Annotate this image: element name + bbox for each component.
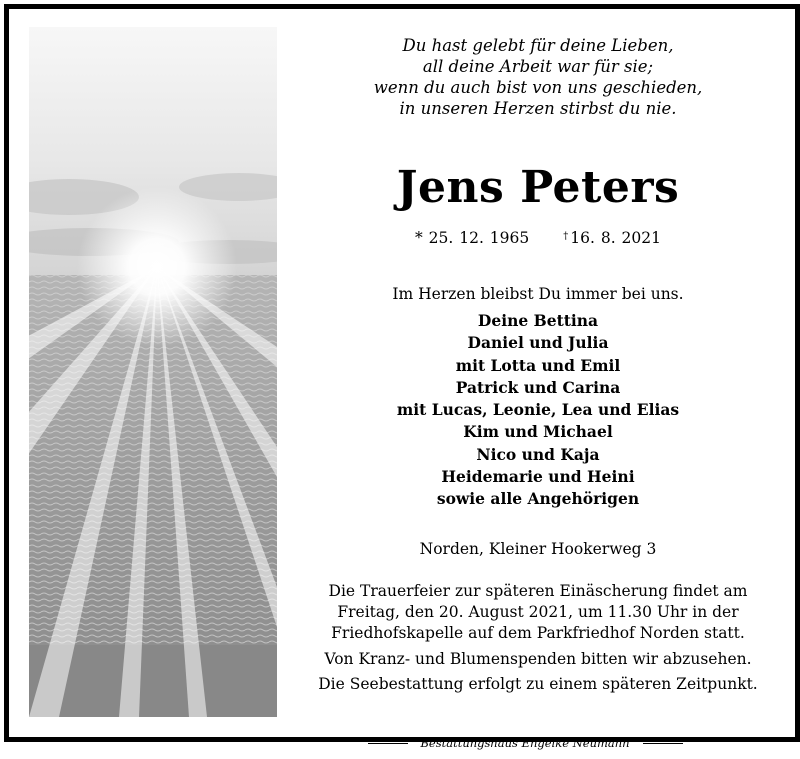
burial-notice: Die Seebestattung erfolgt zu einem späteren Zeitpunkt. bbox=[318, 674, 758, 693]
death-date-group bbox=[563, 229, 661, 247]
mourner-entry: sowie alle Angehörigen bbox=[436, 489, 640, 509]
footer-divider-left bbox=[368, 743, 408, 744]
death-date: 16. 8. 2021 bbox=[570, 229, 662, 247]
memorial-tagline: Im Herzen bleibst Du immer bei uns. bbox=[392, 285, 684, 303]
mourner-entry: mit Lucas, Leonie, Lea und Elias bbox=[396, 400, 680, 420]
family-address: Norden, Kleiner Hookerweg 3 bbox=[419, 539, 657, 558]
mourner-entry: Nico und Kaja bbox=[476, 444, 600, 464]
memorial-poem bbox=[293, 35, 783, 119]
poem-line: wenn du auch bist von uns geschieden, bbox=[373, 78, 703, 97]
mourner-entry: Heidemarie und Heini bbox=[441, 467, 635, 487]
life-dates bbox=[293, 227, 783, 248]
sun-over-sea-photo bbox=[29, 27, 277, 717]
mourner-entry: Kim und Michael bbox=[463, 422, 613, 442]
footer bbox=[0, 733, 800, 753]
poem-line: all deine Arbeit war für sie; bbox=[422, 57, 654, 76]
mourner-entry: mit Lotta und Emil bbox=[455, 355, 621, 375]
mourner-entry: Deine Bettina bbox=[477, 311, 599, 330]
mourner-entry: Daniel und Julia bbox=[467, 333, 609, 353]
death-symbol: † bbox=[563, 231, 569, 242]
poem-line: Du hast gelebt für deine Lieben, bbox=[402, 36, 674, 55]
birth-date: 25. 12. 1965 bbox=[428, 229, 530, 247]
poem-line: in unseren Herzen stirbst du nie. bbox=[399, 99, 677, 118]
birth-date-group bbox=[415, 229, 529, 247]
deceased-name: Jens Peters bbox=[396, 162, 680, 213]
service-line: Freitag, den 20. August 2021, um 11.30 Uhr in der bbox=[337, 602, 739, 621]
flowers-notice: Von Kranz- und Blumenspenden bitten wir abzusehen. bbox=[324, 649, 752, 668]
funeral-service-info bbox=[293, 581, 783, 644]
mourners-list bbox=[293, 310, 783, 511]
service-line: Friedhofskapelle auf dem Parkfriedhof Norden statt. bbox=[331, 623, 745, 642]
obituary-content bbox=[293, 35, 783, 695]
service-line: Die Trauerfeier zur späteren Einäscherung findet am bbox=[328, 581, 748, 600]
obituary-frame bbox=[4, 4, 800, 742]
birth-symbol: * bbox=[414, 229, 423, 247]
funeral-home-credit: Bestattungshaus Engelke Neumann bbox=[420, 736, 630, 750]
mourner-entry: Patrick und Carina bbox=[455, 377, 621, 397]
footer-divider-right bbox=[643, 743, 683, 744]
